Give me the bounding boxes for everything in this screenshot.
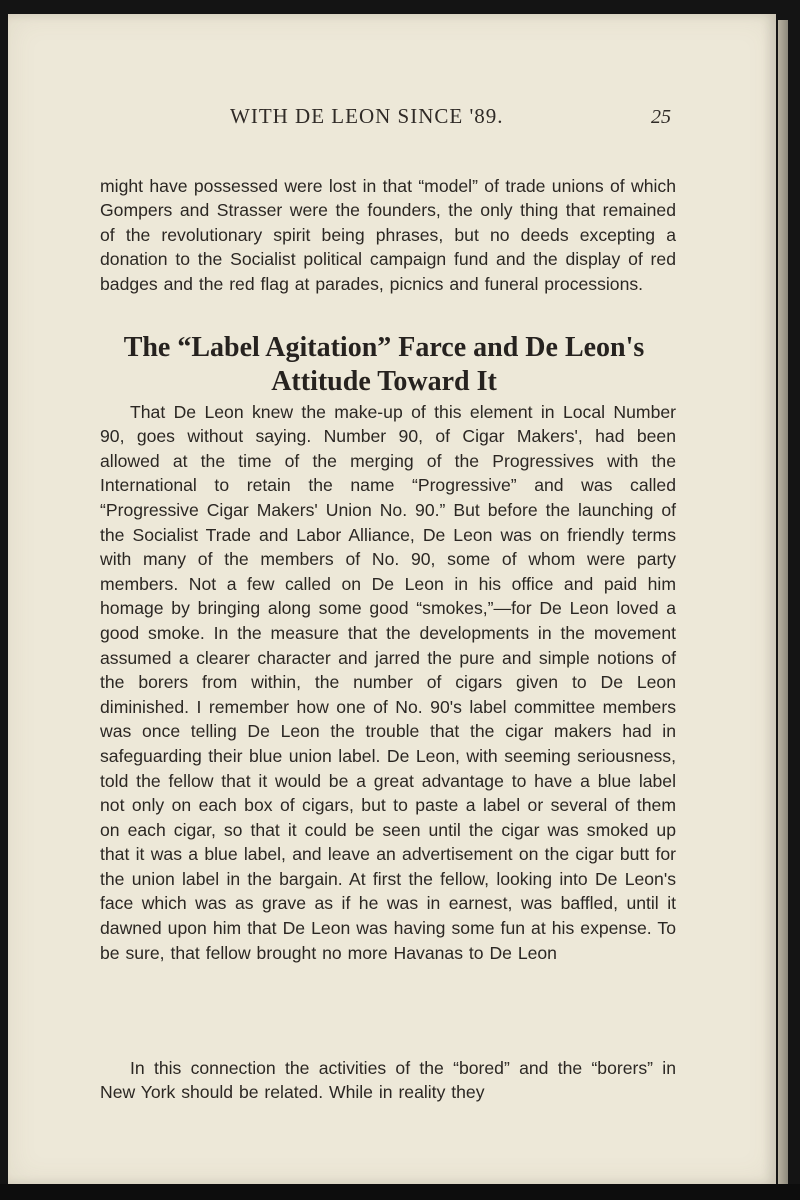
page-edge-shadow — [778, 20, 788, 1185]
section-heading-line-2: Attitude Toward It — [271, 366, 497, 398]
scan-bottom-bar — [0, 1184, 800, 1200]
paragraph-bored-and-borers: In this connection the activities of the “bored” and the “borers” in New York should be related. While in reality they — [100, 1057, 676, 1103]
book-page — [8, 14, 776, 1184]
paragraph-opening: might have possessed were lost in that “model” of trade unions of which Gompers and Strasser were the founders, the only thing that remained of the revolutionary spirit being phrases, but no deeds excepting a donation to the Socialist political campaign fund and the display of red badges and the red flag at parades, picnics and funeral processions. — [100, 175, 676, 294]
running-head — [8, 104, 776, 134]
paragraph-label-agitation: That De Leon knew the make-up of this element in Local Number 90, goes without saying. Number 90, of Cigar Makers', had been allowed at the time of the merging of the Progressives with the International to retain the name “Progressive” and was called “Progressive Cigar Makers' Union No. 90.” But before the launching of the Socialist Trade and Labor Alliance, De Leon was on friendly terms with many of the members of No. 90, some of whom were party members. Not a few called on De Leon in his office and paid him homage by bringing along some good “smokes,”—for De Leon loved a good smoke. In the measure that the developments in the movement assumed a clearer character and jarred the pure and simple notions of the borers from within, the number of cigars given to De Leon diminished. I remember how one of No. 90's label committee members was once telling De Leon the trouble that the cigar makers had in safeguarding their blue union label. De Leon, with seeming seriousness, told the fellow that it would be a great advantage to have a blue label not only on each box of cigars, but to paste a label or several of them on each cigar, so that it could be seen until the cigar was smoked up that it was a blue label, and leave an advertisement on the cigar butt for the union label in the bargain. At first the fellow, looking into De Leon's face which was as grave as if he was in earnest, was baffled, until it dawned upon him that De Leon was having some fun at his expense. To be sure, that fellow brought no more Havanas to De Leon — [100, 401, 676, 963]
section-heading-line-1: The “Label Agitation” Farce and De Leon's — [123, 332, 645, 364]
page-number: 25 — [651, 106, 671, 128]
running-head-title: WITH DE LEON SINCE '89. — [230, 104, 504, 128]
section-heading — [104, 331, 664, 399]
